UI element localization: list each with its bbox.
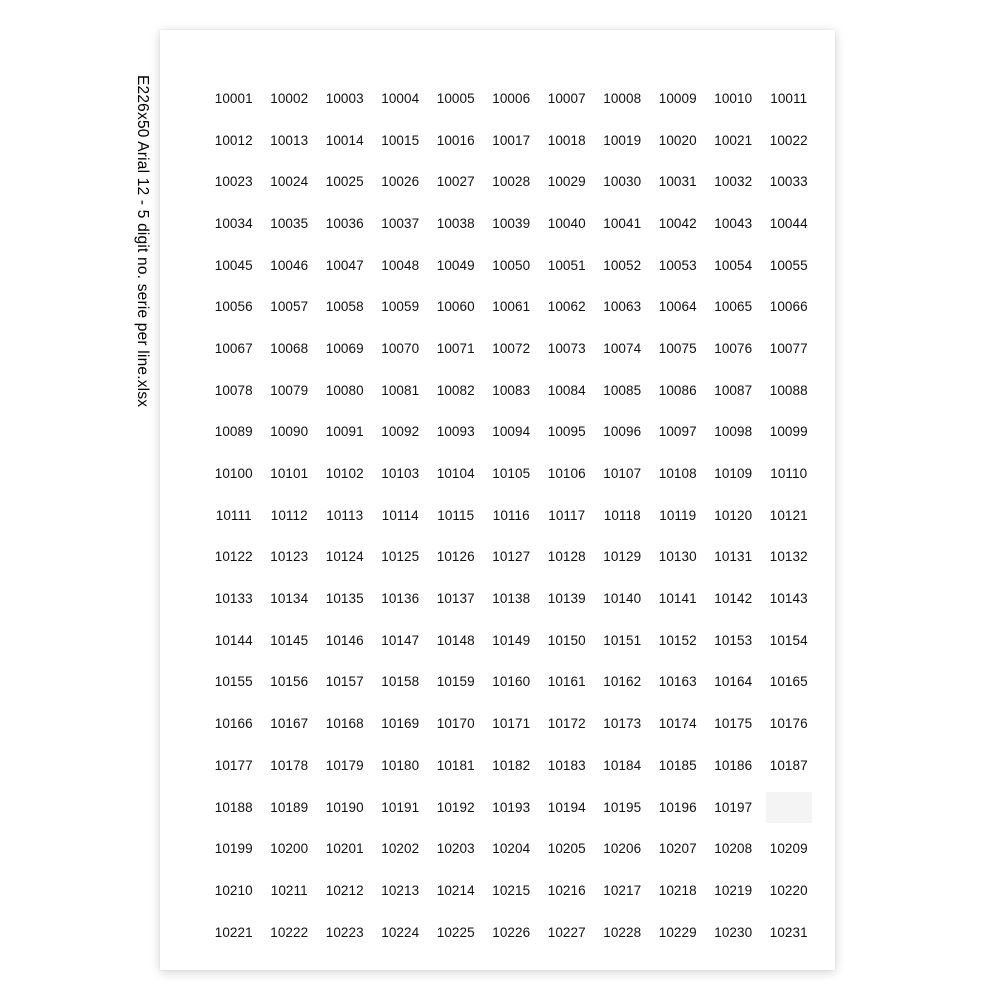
- label-cell: 10077: [769, 340, 808, 356]
- label-row: [206, 537, 816, 579]
- label-cell: 10103: [381, 466, 420, 482]
- label-sheet: [134, 30, 835, 970]
- label-cell: 10138: [492, 591, 531, 607]
- label-cell: 10081: [381, 382, 420, 398]
- label-cell: 10114: [381, 507, 419, 523]
- label-cell: 10188: [214, 799, 253, 815]
- label-cell: 10212: [325, 882, 364, 898]
- label-cell: 10051: [547, 257, 586, 273]
- label-cell: 10018: [547, 132, 586, 148]
- label-cell: 10147: [381, 632, 420, 648]
- label-cell: 10192: [436, 799, 475, 815]
- label-cell: 10047: [325, 257, 364, 273]
- label-cell: 10021: [714, 132, 753, 148]
- label-cell: 10089: [214, 424, 253, 440]
- label-cell: 10099: [769, 424, 808, 440]
- label-cell: 10123: [270, 549, 309, 565]
- label-cell: 10036: [325, 215, 364, 231]
- label-cell: 10111: [215, 507, 252, 523]
- label-cell: 10054: [714, 257, 753, 273]
- label-cell: 10053: [658, 257, 697, 273]
- label-cell: 10012: [214, 132, 253, 148]
- label-cell: 10013: [270, 132, 309, 148]
- label-cell: 10078: [214, 382, 253, 398]
- label-cell: 10182: [492, 757, 531, 773]
- label-cell: 10127: [492, 549, 531, 565]
- label-cell: 10204: [492, 841, 531, 857]
- label-cell: 10071: [436, 340, 475, 356]
- label-cell: 10109: [714, 466, 753, 482]
- label-cell: 10224: [381, 924, 420, 940]
- label-cell: 10100: [214, 466, 253, 482]
- label-cell: 10049: [436, 257, 475, 273]
- label-cell: 10141: [658, 591, 697, 607]
- label-cell: 10199: [214, 841, 253, 857]
- label-cell: 10020: [658, 132, 697, 148]
- label-cell: 10205: [547, 841, 586, 857]
- sheet-side-caption: E226x50 Arial 12 - 5 digit no. serie per line.xlsx: [134, 75, 151, 408]
- label-cell: 10108: [658, 466, 697, 482]
- label-cell: 10026: [381, 174, 420, 190]
- label-cell: 10015: [381, 132, 420, 148]
- label-row: [206, 578, 816, 620]
- label-cell: 10115: [437, 507, 475, 523]
- label-cell: 10178: [270, 757, 309, 773]
- label-cell: 10173: [603, 716, 642, 732]
- label-cell: 10056: [214, 299, 253, 315]
- label-cell: 10031: [658, 174, 697, 190]
- label-cell: 10209: [769, 841, 808, 857]
- label-cell: 10016: [436, 132, 475, 148]
- label-cell: 10050: [492, 257, 531, 273]
- label-cell: 10045: [214, 257, 253, 273]
- label-cell: 10211: [270, 882, 308, 898]
- label-cell: 10183: [547, 757, 586, 773]
- label-cell: 10131: [714, 549, 753, 565]
- label-cell: 10153: [714, 632, 753, 648]
- label-cell: 10090: [270, 424, 309, 440]
- label-cell: 10116: [492, 507, 530, 523]
- label-cell: 10029: [547, 174, 586, 190]
- label-cell: 10220: [769, 882, 808, 898]
- label-row: [206, 453, 816, 495]
- label-cell: 10010: [714, 90, 753, 106]
- label-cell: 10122: [214, 549, 253, 565]
- label-cell: 10132: [769, 549, 808, 565]
- label-cell: 10208: [714, 841, 753, 857]
- label-cell: 10088: [769, 382, 808, 398]
- label-cell: 10007: [547, 90, 586, 106]
- label-cell: 10042: [658, 215, 697, 231]
- label-cell: 10067: [214, 340, 253, 356]
- label-row: [206, 870, 816, 912]
- label-cell: 10152: [658, 632, 697, 648]
- label-cell: 10219: [714, 882, 753, 898]
- label-cell: 10174: [658, 716, 697, 732]
- label-cell: 10030: [603, 174, 642, 190]
- label-cell: 10106: [547, 466, 586, 482]
- label-cell: 10119: [659, 507, 697, 523]
- label-cell: 10028: [492, 174, 531, 190]
- label-cell: 10225: [436, 924, 475, 940]
- label-cell: 10019: [603, 132, 642, 148]
- label-cell: 10121: [769, 507, 808, 523]
- label-cell: 10137: [436, 591, 475, 607]
- label-cell: 10129: [603, 549, 642, 565]
- label-cell: 10226: [492, 924, 531, 940]
- label-cell: 10171: [492, 716, 531, 732]
- label-cell: 10175: [714, 716, 753, 732]
- label-cell: 10169: [381, 716, 420, 732]
- label-row: [206, 370, 816, 412]
- label-cell: 10093: [436, 424, 475, 440]
- label-cell: 10222: [270, 924, 309, 940]
- label-cell: 10113: [326, 507, 364, 523]
- label-cell: 10060: [436, 299, 475, 315]
- label-cell: 10112: [270, 507, 308, 523]
- label-cell: 10128: [547, 549, 586, 565]
- label-row: [206, 78, 816, 120]
- label-cell: 10142: [714, 591, 753, 607]
- label-cell: 10082: [436, 382, 475, 398]
- label-cell: 10104: [436, 466, 475, 482]
- label-cell: 10213: [381, 882, 420, 898]
- label-cell: 10185: [658, 757, 697, 773]
- label-cell: 10197: [714, 799, 753, 815]
- label-cell: 10135: [325, 591, 364, 607]
- label-cell: 10210: [214, 882, 253, 898]
- label-cell: 10069: [325, 340, 364, 356]
- label-cell: 10139: [547, 591, 586, 607]
- label-cell: 10196: [658, 799, 697, 815]
- label-cell: 10228: [603, 924, 642, 940]
- label-cell: 10058: [325, 299, 364, 315]
- label-cell: 10004: [381, 90, 420, 106]
- label-cell: 10151: [603, 632, 642, 648]
- label-cell: 10102: [325, 466, 364, 482]
- label-cell: 10148: [436, 632, 475, 648]
- label-cell: 10055: [769, 257, 808, 273]
- label-cell: 10215: [492, 882, 531, 898]
- label-cell: 10064: [658, 299, 697, 315]
- label-cell: 10181: [436, 757, 475, 773]
- label-cell: 10032: [714, 174, 753, 190]
- label-cell: 10096: [603, 424, 642, 440]
- label-cell: 10161: [547, 674, 586, 690]
- label-row: [206, 161, 816, 203]
- label-cell: 10157: [325, 674, 364, 690]
- label-cell: 10164: [714, 674, 753, 690]
- label-cell: 10009: [658, 90, 697, 106]
- label-cell: 10091: [325, 424, 364, 440]
- label-cell: 10172: [547, 716, 586, 732]
- label-cell: 10155: [214, 674, 253, 690]
- label-cell: 10179: [325, 757, 364, 773]
- label-row: [206, 286, 816, 328]
- label-cell: 10014: [325, 132, 364, 148]
- label-cell: 10057: [270, 299, 309, 315]
- label-row: [206, 620, 816, 662]
- label-cell: 10080: [325, 382, 364, 398]
- label-cell: 10110: [770, 466, 808, 482]
- label-cell: 10062: [547, 299, 586, 315]
- label-cell: 10025: [325, 174, 364, 190]
- label-cell: 10098: [714, 424, 753, 440]
- label-cell: 10034: [214, 215, 253, 231]
- label-cell: 10126: [436, 549, 475, 565]
- label-cell: 10092: [381, 424, 420, 440]
- label-cell: 10206: [603, 841, 642, 857]
- label-cell: 10216: [547, 882, 586, 898]
- label-row: [206, 912, 816, 954]
- label-cell: 10170: [436, 716, 475, 732]
- label-cell: 10075: [658, 340, 697, 356]
- label-cell: 10201: [325, 841, 364, 857]
- label-row: [206, 245, 816, 287]
- label-cell: 10124: [325, 549, 364, 565]
- label-cell: 10156: [270, 674, 309, 690]
- label-cell: 10167: [270, 716, 309, 732]
- label-cell: 10187: [769, 757, 808, 773]
- label-cell: 10017: [492, 132, 531, 148]
- label-cell: 10076: [714, 340, 753, 356]
- label-cell: 10105: [492, 466, 531, 482]
- label-cell: 10107: [603, 466, 642, 482]
- label-row: [206, 120, 816, 162]
- label-cell: 10070: [381, 340, 420, 356]
- label-row: [206, 828, 816, 870]
- label-cell: 10231: [769, 924, 808, 940]
- label-cell: 10002: [270, 90, 309, 106]
- label-cell: 10022: [769, 132, 808, 148]
- label-cell: 10146: [325, 632, 364, 648]
- label-cell: 10160: [492, 674, 531, 690]
- label-cell: 10040: [547, 215, 586, 231]
- label-cell: 10059: [381, 299, 420, 315]
- label-cell: 10006: [492, 90, 531, 106]
- label-cell: 10168: [325, 716, 364, 732]
- label-cell: 10065: [714, 299, 753, 315]
- label-cell: 10165: [769, 674, 808, 690]
- label-cell: 10052: [603, 257, 642, 273]
- label-cell: 10184: [603, 757, 642, 773]
- label-cell: 10033: [769, 174, 808, 190]
- label-cell: 10086: [658, 382, 697, 398]
- label-cell: 10120: [714, 507, 753, 523]
- label-cell: 10136: [381, 591, 420, 607]
- label-cell: 10046: [270, 257, 309, 273]
- label-cell: 10190: [325, 799, 364, 815]
- label-cell: 10048: [381, 257, 420, 273]
- label-cell: 10230: [714, 924, 753, 940]
- label-cell: 10133: [214, 591, 253, 607]
- label-cell: 10223: [325, 924, 364, 940]
- label-row: [206, 412, 816, 454]
- label-row: [206, 495, 816, 537]
- label-cell: 10163: [658, 674, 697, 690]
- label-cell: 10134: [270, 591, 309, 607]
- label-cell: 10001: [214, 90, 253, 106]
- label-cell: 10044: [769, 215, 808, 231]
- label-cell: 10180: [381, 757, 420, 773]
- label-cell: 10186: [714, 757, 753, 773]
- label-cell: 10200: [270, 841, 309, 857]
- label-cell: 10149: [492, 632, 531, 648]
- label-cell: 10221: [214, 924, 253, 940]
- label-row: [206, 703, 816, 745]
- label-cell: 10144: [214, 632, 253, 648]
- label-cell: 10079: [270, 382, 309, 398]
- label-cell: 10202: [381, 841, 420, 857]
- label-cell: 10140: [603, 591, 642, 607]
- label-cell: 10130: [658, 549, 697, 565]
- label-cell: 10085: [603, 382, 642, 398]
- label-cell: 10214: [436, 882, 475, 898]
- label-cell: 10227: [547, 924, 586, 940]
- label-cell: 10218: [658, 882, 697, 898]
- label-cell: 10094: [492, 424, 531, 440]
- label-cell: 10068: [270, 340, 309, 356]
- label-cell: 10154: [769, 632, 808, 648]
- label-cell: 10005: [436, 90, 475, 106]
- label-cell: 10118: [603, 507, 641, 523]
- label-cell: 10035: [270, 215, 309, 231]
- label-cell: 10037: [381, 215, 420, 231]
- label-cell: 10125: [381, 549, 420, 565]
- label-cell: 10095: [547, 424, 586, 440]
- label-cell: 10159: [436, 674, 475, 690]
- label-cell: 10061: [492, 299, 531, 315]
- label-cell: 10189: [270, 799, 309, 815]
- label-cell-blank: [766, 792, 812, 823]
- label-cell: 10217: [603, 882, 642, 898]
- label-number-grid: [206, 78, 816, 953]
- label-cell: 10150: [547, 632, 586, 648]
- label-cell: 10177: [214, 757, 253, 773]
- label-cell: 10087: [714, 382, 753, 398]
- label-cell: 10143: [769, 591, 808, 607]
- label-cell: 10145: [270, 632, 309, 648]
- label-cell: 10074: [603, 340, 642, 356]
- label-cell: 10193: [492, 799, 531, 815]
- label-cell: 10011: [770, 90, 808, 106]
- label-row: [206, 787, 816, 829]
- label-cell: 10073: [547, 340, 586, 356]
- label-cell: 10072: [492, 340, 531, 356]
- label-cell: 10063: [603, 299, 642, 315]
- label-cell: 10117: [548, 507, 586, 523]
- label-cell: 10166: [214, 716, 253, 732]
- label-cell: 10008: [603, 90, 642, 106]
- label-cell: 10195: [603, 799, 642, 815]
- label-cell: 10229: [658, 924, 697, 940]
- label-cell: 10083: [492, 382, 531, 398]
- label-row: [206, 203, 816, 245]
- label-cell: 10084: [547, 382, 586, 398]
- label-cell: 10023: [214, 174, 253, 190]
- label-cell: 10038: [436, 215, 475, 231]
- label-cell: 10101: [270, 466, 309, 482]
- label-cell: 10039: [492, 215, 531, 231]
- label-cell: 10043: [714, 215, 753, 231]
- label-cell: 10194: [547, 799, 586, 815]
- label-cell: 10162: [603, 674, 642, 690]
- label-cell: 10191: [381, 799, 420, 815]
- label-cell: 10207: [658, 841, 697, 857]
- label-cell: 10097: [658, 424, 697, 440]
- label-row: [206, 662, 816, 704]
- label-cell: 10176: [769, 716, 808, 732]
- label-row: [206, 745, 816, 787]
- label-cell: 10158: [381, 674, 420, 690]
- label-cell: 10066: [769, 299, 808, 315]
- label-cell: 10203: [436, 841, 475, 857]
- label-cell: 10003: [325, 90, 364, 106]
- label-cell: 10024: [270, 174, 309, 190]
- label-cell: 10027: [436, 174, 475, 190]
- label-cell: 10041: [603, 215, 642, 231]
- label-row: [206, 328, 816, 370]
